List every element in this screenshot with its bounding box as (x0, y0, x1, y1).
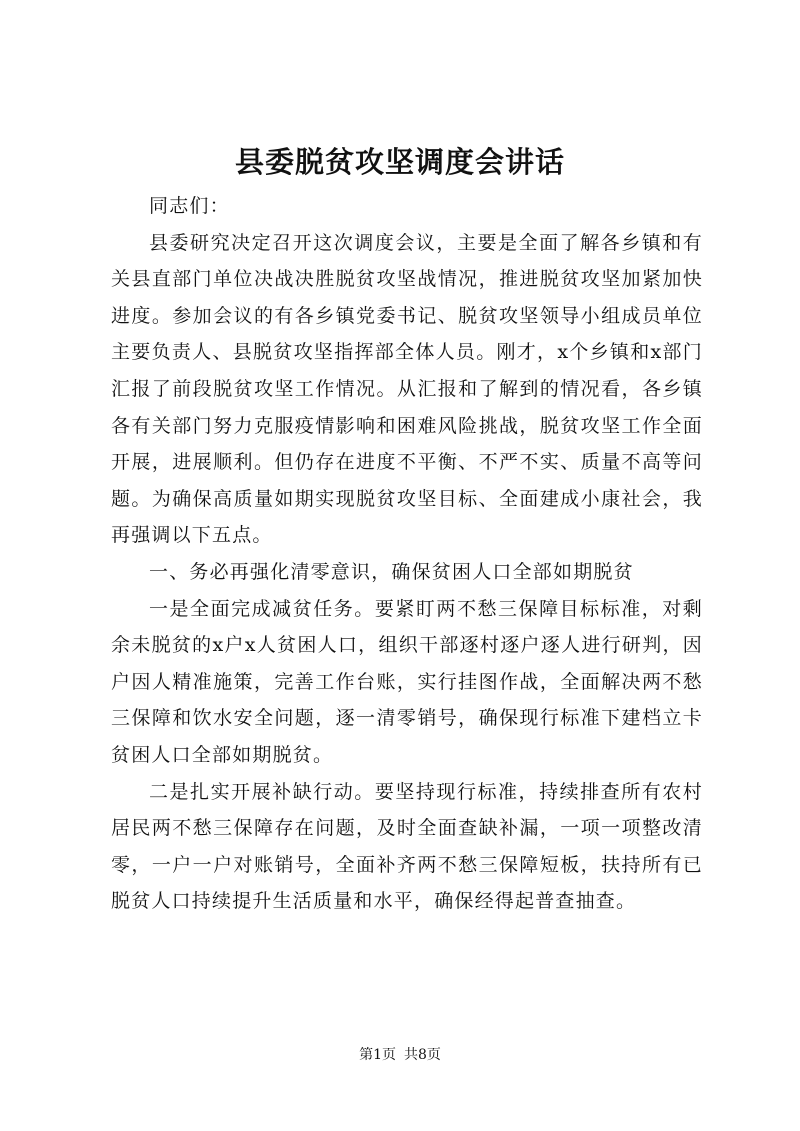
point-2-paragraph: 二是扎实开展补缺行动。要坚持现行标准，持续排查所有农村居民两不愁三保障存在问题，及时全面查缺补漏，一项一项整改清零，一户一户对账销号，全面补齐两不愁三保障短板，扶持所有已脱贫人口持续提升生活质量和水平，确保经得起普查抽查。 (111, 780, 703, 913)
point-1-paragraph: 一是全面完成减贫任务。要紧盯两不愁三保障目标标准，对剩余未脱贫的x户x人贫困人口，组织干部逐村逐户逐人进行研判，因户因人精准施策，完善工作台账，实行挂图作战，全面解决两不愁三保障和饮水安全问题，逐一清零销号，确保现行标准下建档立卡贫困人口全部如期脱贫。 (111, 597, 703, 766)
page-total: 共8页 (404, 1047, 441, 1063)
document-title: 县委脱贫攻坚调度会讲话 (234, 145, 565, 179)
salutation-paragraph: 同志们： (149, 195, 230, 217)
section-heading-1: 一、务必再强化清零意识，确保贫困人口全部如期脱贫 (149, 560, 634, 583)
intro-paragraph: 县委研究决定召开这次调度会议，主要是全面了解各乡镇和有关县直部门单位决战决胜脱贫攻坚战情况，推进脱贫攻坚加紧加快进度。参加会议的有各乡镇党委书记、脱贫攻坚领导小组成员单位主要负责人、县脱贫攻坚指挥部全体人员。刚才，x个乡镇和x部门汇报了前段脱贫攻坚工作情况。从汇报和了解到的情况看，各乡镇各有关部门努力克服疫情影响和困难风险挑战，脱贫攻坚工作全面开展，进展顺利。但仍存在进度不平衡、不严不实、质量不高等问题。为确保高质量如期实现脱贫攻坚目标、全面建成小康社会，我再强调以下五点。 (111, 231, 703, 547)
page-number: 第1页 (359, 1047, 396, 1063)
page-footer (0, 1045, 800, 1065)
document-body (111, 188, 703, 920)
